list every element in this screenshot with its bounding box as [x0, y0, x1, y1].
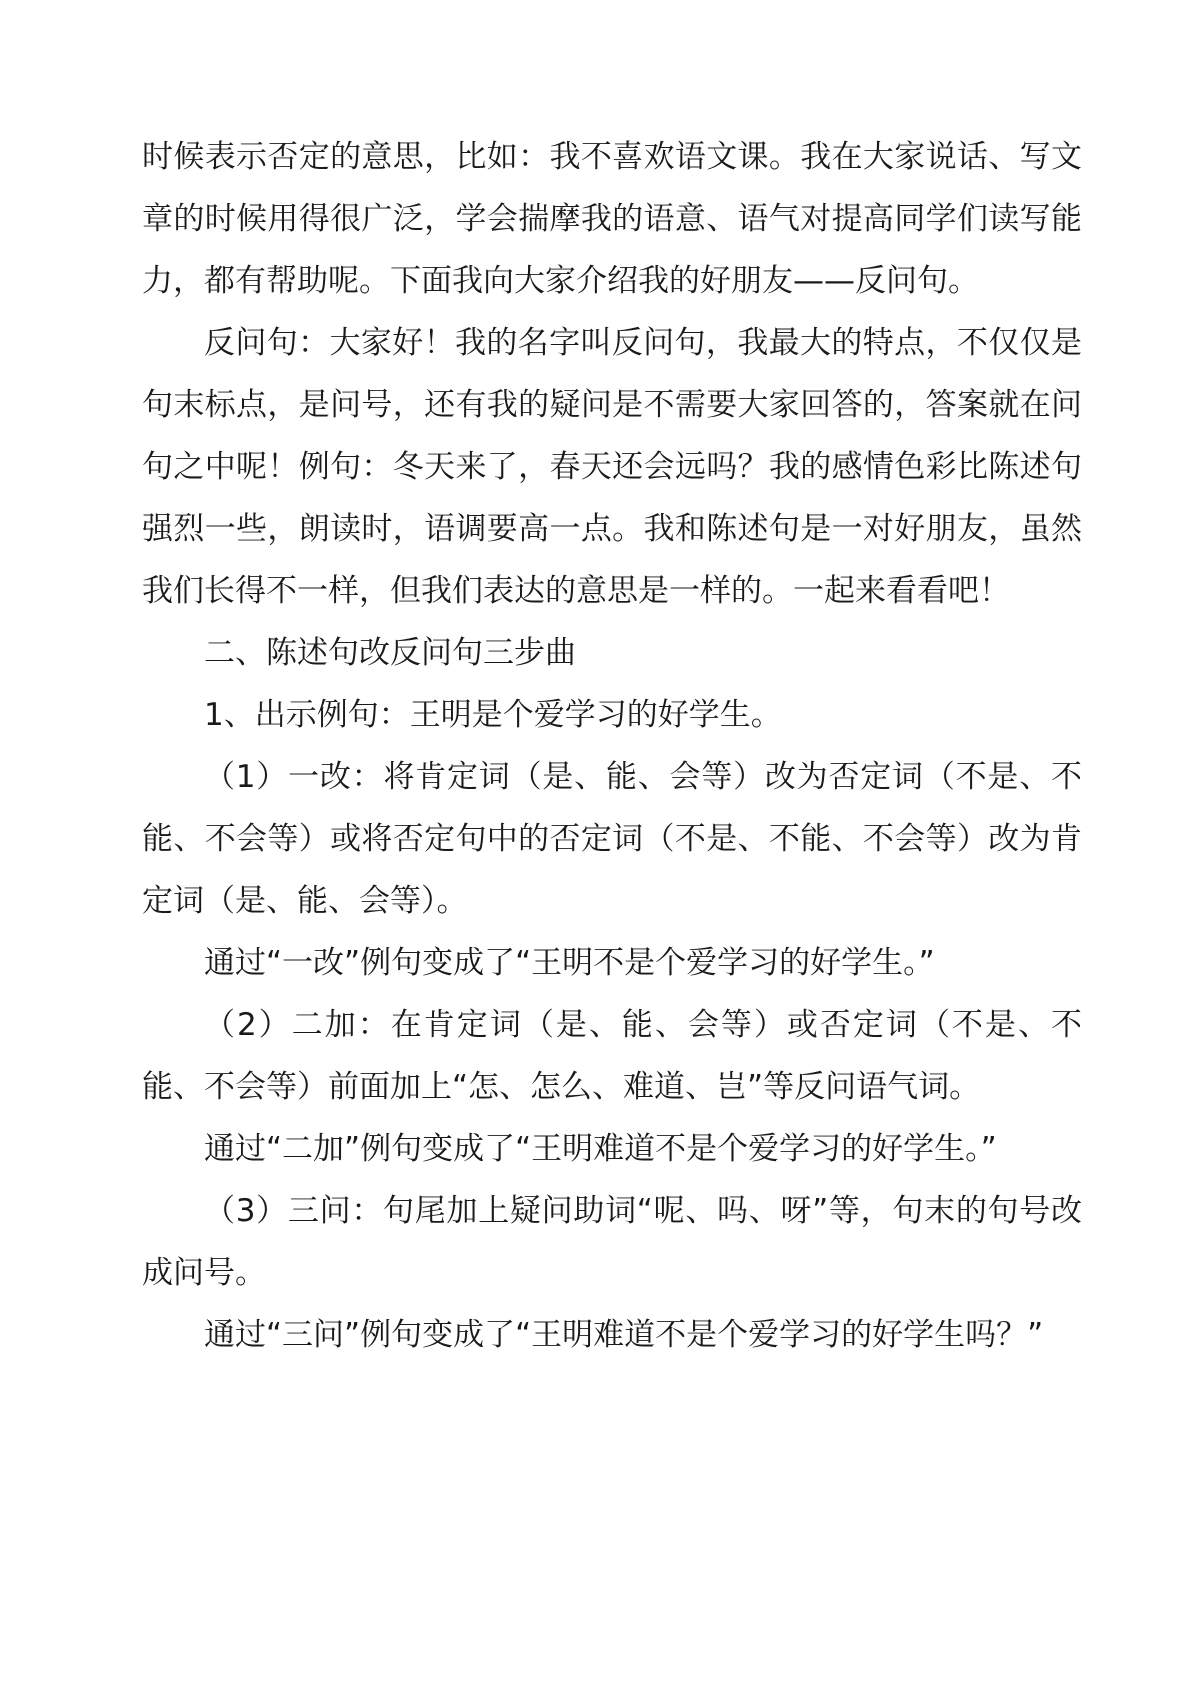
paragraph-rhetorical-question-intro: 反问句：大家好！我的名字叫反问句，我最大的特点，不仅仅是句末标点，是问号，还有我的疑问是不需要大家回答的，答案就在问句之中呢！例句：冬天来了，春天还会远吗？我的感情色彩比陈述句强烈一些，朗读时，语调要高一点。我和陈述句是一对好朋友，虽然我们长得不一样，但我们表达的意思是一样的。一起来看看吧！	[142, 325, 1082, 609]
paragraph-step-two: （2）二加：在肯定词（是、能、会等）或否定词（不是、不能、不会等）前面加上“怎、怎么、难道、岂”等反问语气词。	[142, 1007, 1082, 1105]
document-body	[142, 126, 1082, 1366]
paragraph-example-sentence: 1、出示例句：王明是个爱学习的好学生。	[204, 697, 782, 733]
paragraph-step-three-result: 通过“三问”例句变成了“王明难道不是个爱学习的好学生吗？”	[204, 1317, 1044, 1353]
section-heading-three-steps: 二、陈述句改反问句三步曲	[204, 635, 576, 671]
paragraph-step-one-result: 通过“一改”例句变成了“王明不是个爱学习的好学生。”	[204, 945, 935, 981]
paragraph-intro-continued: 时候表示否定的意思，比如：我不喜欢语文课。我在大家说话、写文章的时候用得很广泛，学会揣摩我的语意、语气对提高同学们读写能力，都有帮助呢。下面我向大家介绍我的好朋友——反问句。	[142, 139, 1082, 299]
paragraph-step-one: （1）一改：将肯定词（是、能、会等）改为否定词（不是、不能、不会等）或将否定句中的否定词（不是、不能、不会等）改为肯定词（是、能、会等）。	[142, 759, 1082, 919]
paragraph-step-three: （3）三问：句尾加上疑问助词“呢、吗、呀”等，句末的句号改成问号。	[142, 1193, 1082, 1291]
paragraph-step-two-result: 通过“二加”例句变成了“王明难道不是个爱学习的好学生。”	[204, 1131, 997, 1167]
